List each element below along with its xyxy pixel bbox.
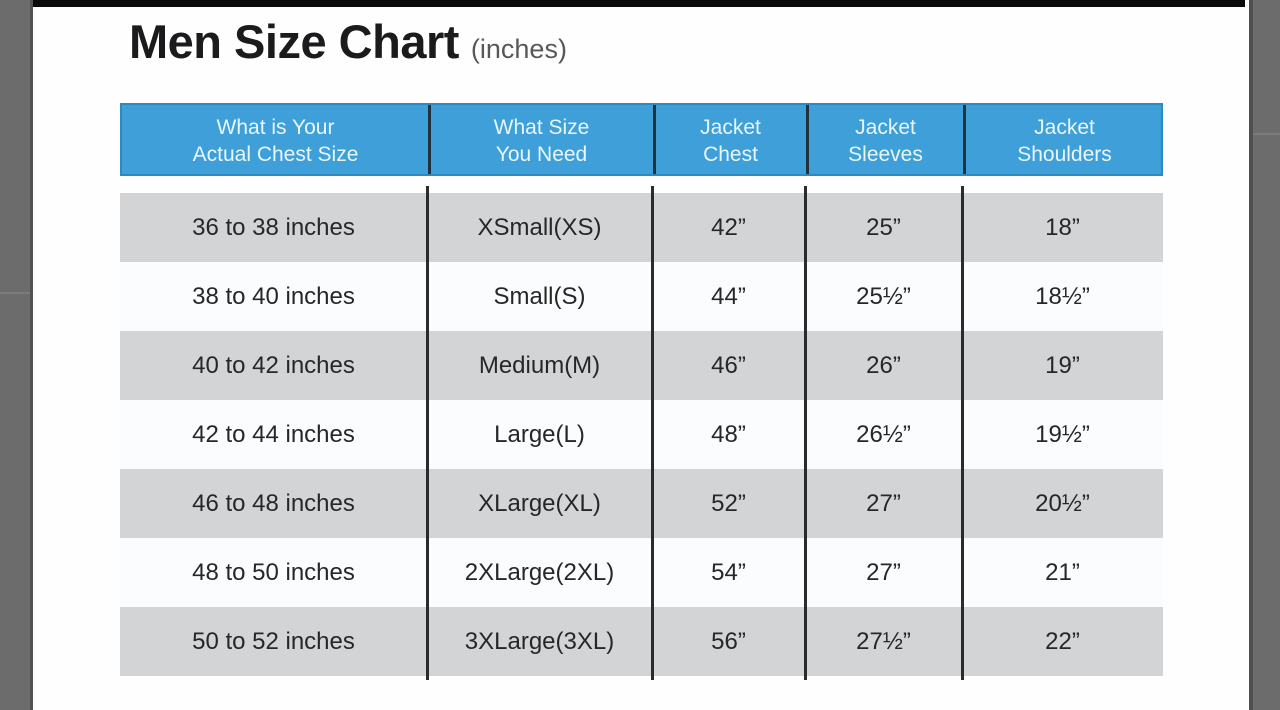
header-line: Jacket (1034, 115, 1095, 139)
cell-jacket-sleeves: 25” (866, 213, 901, 241)
header-line: Shoulders (1017, 142, 1112, 166)
header-column-separator (963, 105, 966, 174)
table-row (120, 262, 1163, 331)
top-black-strip (33, 0, 1245, 7)
cell-size-name: XLarge(XL) (478, 489, 601, 517)
header-size-you-need (429, 112, 654, 168)
cell-size-name: Small(S) (493, 282, 586, 310)
table-body (120, 193, 1163, 676)
cell-jacket-shoulders: 18” (1045, 213, 1080, 241)
cell-jacket-chest: 54” (711, 558, 746, 586)
cell-jacket-shoulders: 21” (1045, 558, 1080, 586)
page-title-units: (inches) (470, 34, 567, 64)
cell-jacket-chest: 42” (711, 213, 746, 241)
left-bar-seam (0, 292, 30, 294)
table-row (120, 193, 1163, 262)
cell-size-name: 3XLarge(3XL) (464, 627, 615, 655)
header-column-separator (653, 105, 656, 174)
body-column-separator (651, 186, 654, 680)
cell-chest-range: 50 to 52 inches (192, 627, 355, 655)
cell-chest-range: 46 to 48 inches (192, 489, 355, 517)
table-row (120, 469, 1163, 538)
size-chart-table (120, 103, 1163, 676)
header-jacket-chest (654, 112, 807, 168)
cell-jacket-chest: 44” (711, 282, 746, 310)
cell-chest-range: 36 to 38 inches (192, 213, 355, 241)
cell-jacket-sleeves: 26” (866, 351, 901, 379)
header-line: Actual Chest Size (192, 142, 359, 166)
right-bar-seam (1253, 133, 1280, 135)
right-letterbox-bar (1249, 0, 1280, 710)
cell-jacket-sleeves: 26½” (856, 420, 911, 448)
header-line: Chest (703, 142, 758, 166)
header-jacket-sleeves (807, 112, 964, 168)
cell-jacket-sleeves: 27½” (856, 627, 911, 655)
cell-jacket-sleeves: 27” (866, 489, 901, 517)
cell-chest-range: 38 to 40 inches (192, 282, 355, 310)
header-line: Jacket (855, 115, 916, 139)
cell-chest-range: 40 to 42 inches (192, 351, 355, 379)
header-line: What Size (493, 115, 590, 139)
cell-jacket-sleeves: 25½” (856, 282, 911, 310)
left-letterbox-bar (0, 0, 33, 710)
cell-jacket-shoulders: 19½” (1035, 420, 1090, 448)
page-title-text: Men Size Chart (129, 15, 459, 68)
cell-size-name: 2XLarge(2XL) (464, 558, 615, 586)
table-header-row (120, 103, 1163, 176)
header-line: Jacket (700, 115, 761, 139)
header-line: Sleeves (848, 142, 923, 166)
cell-jacket-shoulders: 18½” (1035, 282, 1090, 310)
header-column-separator (428, 105, 431, 174)
table-row (120, 331, 1163, 400)
table-row (120, 538, 1163, 607)
cell-size-name: XSmall(XS) (477, 213, 602, 241)
body-column-separator (804, 186, 807, 680)
body-column-separator (961, 186, 964, 680)
table-row (120, 400, 1163, 469)
cell-size-name: Medium(M) (478, 351, 601, 379)
cell-chest-range: 42 to 44 inches (192, 420, 355, 448)
cell-jacket-chest: 46” (711, 351, 746, 379)
body-column-separator (426, 186, 429, 680)
cell-jacket-shoulders: 20½” (1035, 489, 1090, 517)
cell-jacket-chest: 56” (711, 627, 746, 655)
cell-jacket-sleeves: 27” (866, 558, 901, 586)
cell-jacket-shoulders: 22” (1045, 627, 1080, 655)
header-column-separator (806, 105, 809, 174)
header-actual-chest-size (122, 112, 429, 168)
cell-jacket-chest: 52” (711, 489, 746, 517)
cell-size-name: Large(L) (494, 420, 585, 448)
cell-chest-range: 48 to 50 inches (192, 558, 355, 586)
header-line: What is Your (216, 115, 335, 139)
table-row (120, 607, 1163, 676)
page-title (129, 14, 567, 69)
cell-jacket-shoulders: 19” (1045, 351, 1080, 379)
header-line: You Need (495, 142, 588, 166)
cell-jacket-chest: 48” (711, 420, 746, 448)
header-jacket-shoulders (964, 112, 1165, 168)
